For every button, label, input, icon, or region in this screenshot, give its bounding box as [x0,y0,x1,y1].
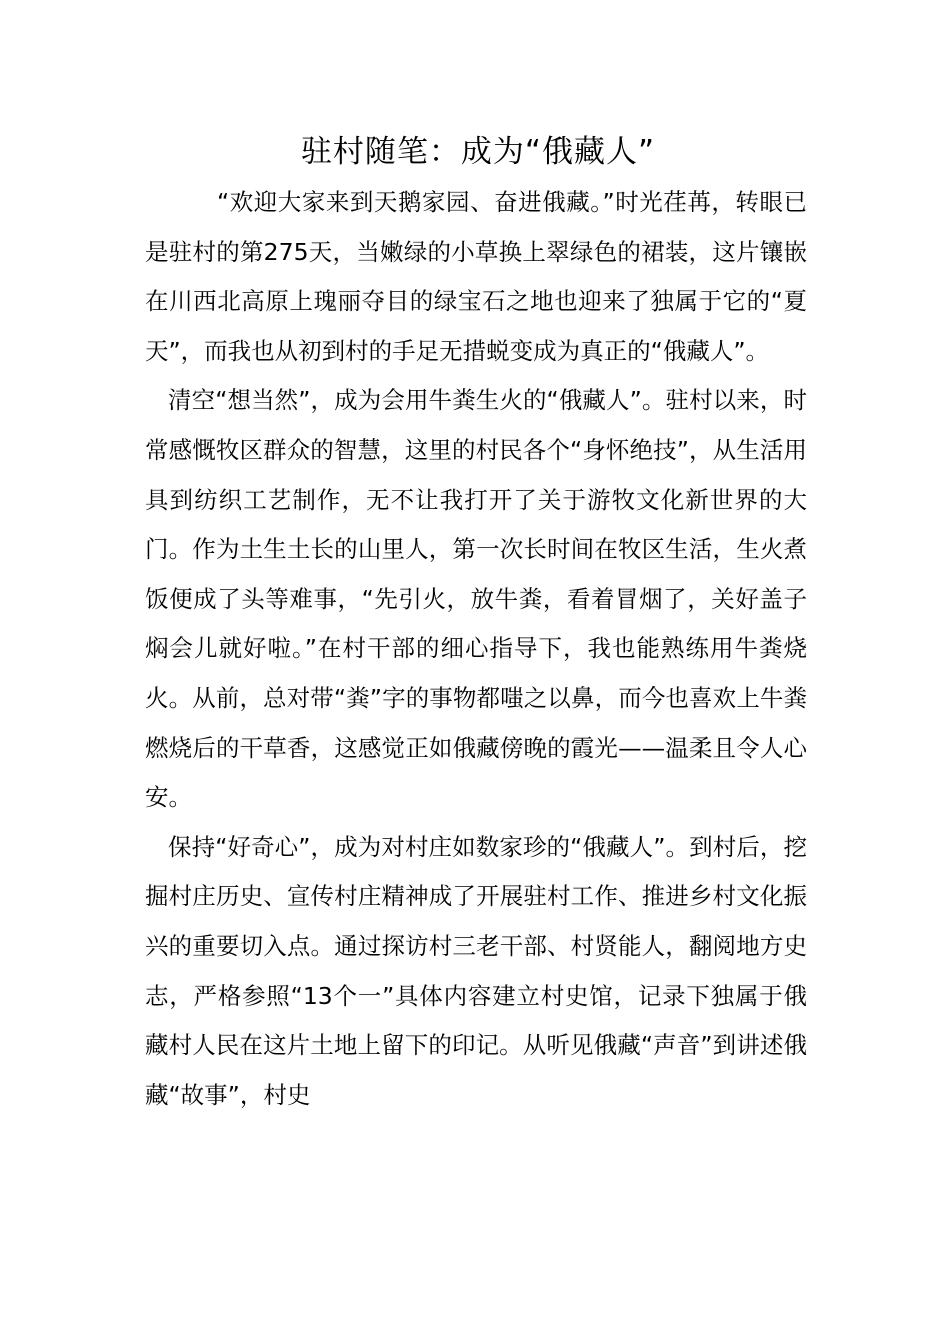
document-title: 驻村随笔：成为“俄藏人” [300,134,656,170]
paragraph-2: 清空“想当然”，成为会用牛粪生火的“俄藏人”。驻村以来，时常感慨牧区群众的智慧，这里的村民各个“身怀绝技”，从生活用具到纺织工艺制作，无不让我打开了关于游牧文化新世界的大门。作为土生土长的山里人，第一次长时间在牧区生活，生火煮饭便成了头等难事，“先引火，放牛粪，看着冒烟了，关好盖子焖会儿就好啦。”在村干部的细心指导下，我也能熟练用牛粪烧火。从前，总对带“粪”字的事物都嗤之以鼻，而今也喜欢上牛粪燃烧后的干草香，这感觉正如俄藏傍晚的霞光——温柔且令人心安。 [145,386,807,812]
paragraph-1: “欢迎大家来到天鹅家园、奋进俄藏。”时光荏苒，转眼已是驻村的第275天，当嫩绿的小草换上翠绿色的裙装，这片镶嵌在川西北高原上瑰丽夺目的绿宝石之地也迎来了独属于它的“夏天”，而我也从初到村的手足无措蜕变成为真正的“俄藏人”。 [145,188,807,365]
document-page [145,128,807,1120]
paragraph-3: 保持“好奇心”，成为对村庄如数家珍的“俄藏人”。到村后，挖掘村庄历史、宣传村庄精神成了开展驻村工作、推进乡村文化振兴的重要切入点。通过探访村三老干部、村贤能人，翻阅地方史志，严格参照“13个一”具体内容建立村史馆，记录下独属于俄藏村人民在这片土地上留下的印记。从听见俄藏“声音”到讲述俄藏“故事”，村史 [145,832,807,1109]
